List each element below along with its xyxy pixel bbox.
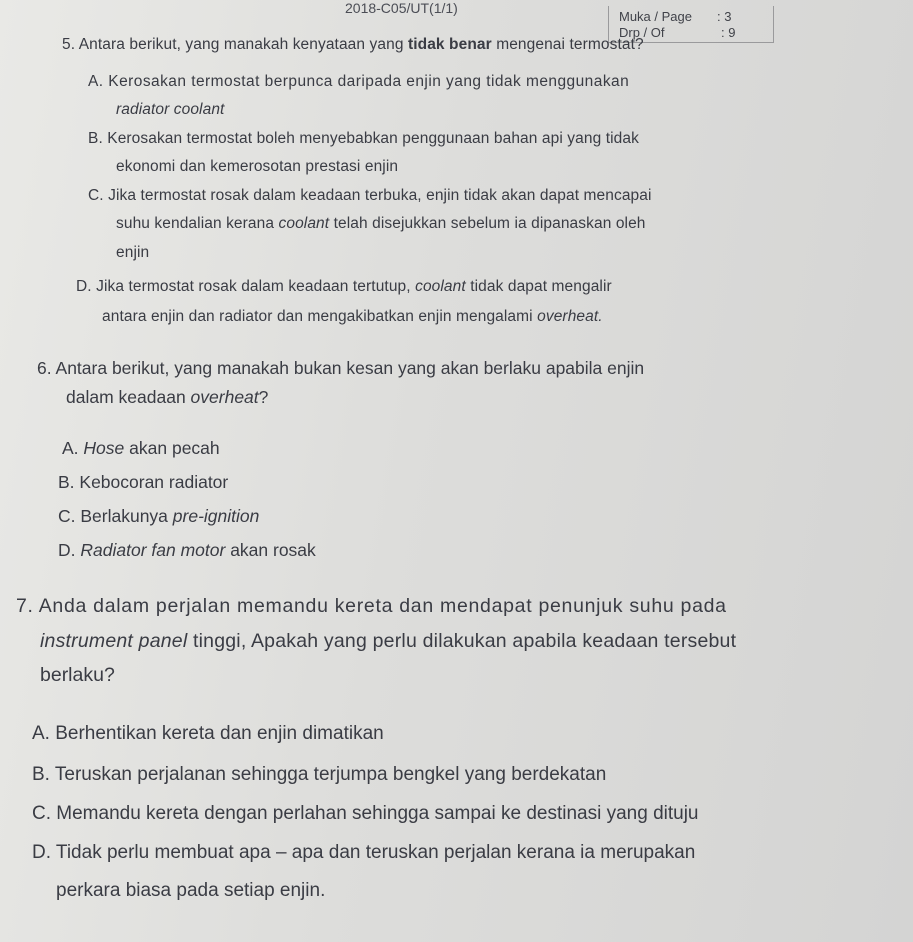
question-5-stem: 5. Antara berikut, yang manakah kenyataan yang tidak benar mengenai termostat? bbox=[62, 36, 644, 53]
q5-option-a-cont: radiator coolant bbox=[116, 101, 225, 118]
q6-option-b: B. Kebocoran radiator bbox=[58, 472, 229, 492]
q5-option-d-cont: antara enjin dan radiator dan mengakibatkan enjin mengalami overheat. bbox=[102, 308, 603, 325]
q7-option-d: D. Tidak perlu membuat apa – apa dan teruskan perjalan kerana ia merupakan bbox=[32, 842, 696, 863]
question-7-stem: 7. Anda dalam perjalan memandu kereta dan mendapat penunjuk suhu pada bbox=[16, 595, 727, 617]
q7-option-a: A. Berhentikan kereta dan enjin dimatikan bbox=[32, 723, 384, 744]
page-value: : 3 bbox=[717, 9, 732, 24]
question-number: 7. bbox=[16, 595, 34, 617]
q5-option-d: D. Jika termostat rosak dalam keadaan tertutup, coolant tidak dapat mengalir bbox=[76, 278, 612, 295]
q6-option-c: C. Berlakunya pre-ignition bbox=[58, 506, 260, 526]
q7-option-d-cont: perkara biasa pada setiap enjin. bbox=[56, 880, 326, 901]
q5-option-b: B. Kerosakan termostat boleh menyebabkan penggunaan bahan api yang tidak bbox=[88, 130, 639, 147]
page-label: Muka / Page bbox=[619, 9, 692, 24]
q7-option-c: C. Memandu kereta dengan perlahan sehingga sampai ke destinasi yang dituju bbox=[32, 803, 699, 824]
total-pages-value: : 9 bbox=[721, 25, 736, 40]
q5-option-c-cont2: enjin bbox=[116, 244, 150, 261]
document-code: 2018-C05/UT(1/1) bbox=[345, 0, 458, 16]
question-number: 6. bbox=[37, 358, 52, 378]
q5-option-c-cont: suhu kendalian kerana coolant telah disejukkan sebelum ia dipanaskan oleh bbox=[116, 215, 646, 232]
q7-option-b: B. Teruskan perjalanan sehingga terjumpa bengkel yang berdekatan bbox=[32, 764, 607, 785]
q6-option-a: A. Hose akan pecah bbox=[62, 438, 220, 458]
question-6-stem-cont: dalam keadaan overheat? bbox=[66, 387, 269, 407]
question-7-stem-cont: instrument panel tinggi, Apakah yang perlu dilakukan apabila keadaan tersebut bbox=[40, 630, 737, 652]
total-pages-label: Drp / Of bbox=[619, 25, 665, 40]
q5-option-b-cont: ekonomi dan kemerosotan prestasi enjin bbox=[116, 158, 399, 175]
question-6-stem: 6. Antara berikut, yang manakah bukan kesan yang akan berlaku apabila enjin bbox=[37, 358, 645, 378]
question-number: 5. bbox=[62, 36, 76, 53]
q5-option-a: A. Kerosakan termostat berpunca daripada enjin yang tidak menggunakan bbox=[88, 73, 630, 90]
q5-option-c: C. Jika termostat rosak dalam keadaan terbuka, enjin tidak akan dapat mencapai bbox=[88, 187, 652, 204]
q6-option-d: D. Radiator fan motor akan rosak bbox=[58, 540, 316, 560]
emphasis: tidak benar bbox=[407, 36, 492, 53]
question-7-stem-cont2: berlaku? bbox=[40, 664, 115, 686]
